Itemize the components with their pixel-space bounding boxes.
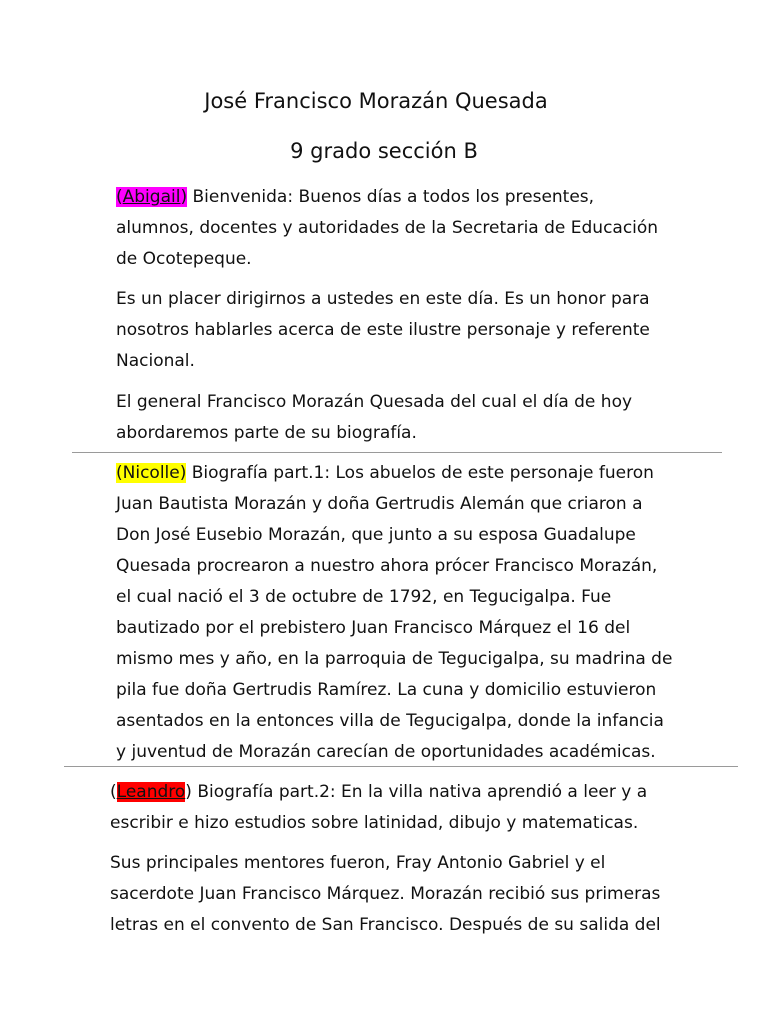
text-line: Sus principales mentores fueron, Fray Antonio Gabriel y el (110, 853, 606, 873)
paren-close: ) (180, 187, 188, 207)
paren-close: ) (185, 782, 192, 802)
text-line: El general Francisco Morazán Quesada del cual el día de hoy (116, 392, 633, 412)
speaker-highlight-abigail (116, 187, 187, 207)
text-line: asentados en la entonces villa de Tegucigalpa, donde la infancia (116, 711, 664, 731)
speaker-highlight-leandro: Leandro (116, 782, 186, 802)
speaker-name-abigail: Abigail (122, 187, 181, 207)
paragraph-abigail-welcome (116, 182, 658, 275)
paren-open: ( (116, 187, 123, 207)
text-line: nosotros hablarles acerca de este ilustre personaje y referente (116, 320, 650, 340)
text-line: Juan Bautista Morazán y doña Gertrudis Alemán que criaron a (116, 494, 643, 514)
text-line (116, 458, 672, 489)
document-title: José Francisco Morazán Quesada (204, 89, 548, 113)
welcome-text: Bienvenida: Buenos días a todos los presentes, (187, 187, 595, 207)
paragraph-nicolle-biography-1 (116, 458, 672, 768)
biography-text: Biografía part.2: En la villa nativa aprendió a leer y a (191, 782, 648, 802)
text-line: sacerdote Juan Francisco Márquez. Morazán recibió sus primeras (110, 884, 661, 904)
text-line (110, 777, 647, 808)
text-line: letras en el convento de San Francisco. Después de su salida del (110, 915, 661, 935)
paren-open: ( (110, 782, 117, 802)
paragraph-leandro-biography-2 (110, 777, 647, 839)
text-line: mismo mes y año, en la parroquia de Tegucigalpa, su madrina de (116, 649, 673, 669)
document-subtitle: 9 grado sección B (290, 139, 478, 163)
text-line: y juventud de Morazán carecían de oportunidades académicas. (116, 742, 656, 762)
section-divider (72, 452, 722, 453)
paragraph-mentors (110, 848, 661, 941)
text-line: Nacional. (116, 351, 195, 371)
text-line: de Ocotepeque. (116, 249, 252, 269)
section-divider (64, 766, 738, 767)
speaker-highlight-nicolle: (Nicolle) (116, 463, 187, 483)
paragraph-honor (116, 284, 650, 377)
biography-text: Biografía part.1: Los abuelos de este personaje fueron (186, 463, 654, 483)
text-line: Don José Eusebio Morazán, que junto a su esposa Guadalupe (116, 525, 636, 545)
text-line: bautizado por el prebistero Juan Francisco Márquez el 16 del (116, 618, 631, 638)
text-line: abordaremos parte de su biografía. (116, 423, 417, 443)
paragraph-general (116, 387, 632, 449)
text-line: alumnos, docentes y autoridades de la Secretaria de Educación (116, 218, 659, 238)
text-line (116, 182, 658, 213)
text-line: pila fue doña Gertrudis Ramírez. La cuna y domicilio estuvieron (116, 680, 657, 700)
text-line: el cual nació el 3 de octubre de 1792, en Tegucigalpa. Fue (116, 587, 612, 607)
text-line: Quesada procrearon a nuestro ahora prócer Francisco Morazán, (116, 556, 658, 576)
text-line: Es un placer dirigirnos a ustedes en este día. Es un honor para (116, 289, 650, 309)
text-line: escribir e hizo estudios sobre latinidad, dibujo y matematicas. (110, 813, 639, 833)
